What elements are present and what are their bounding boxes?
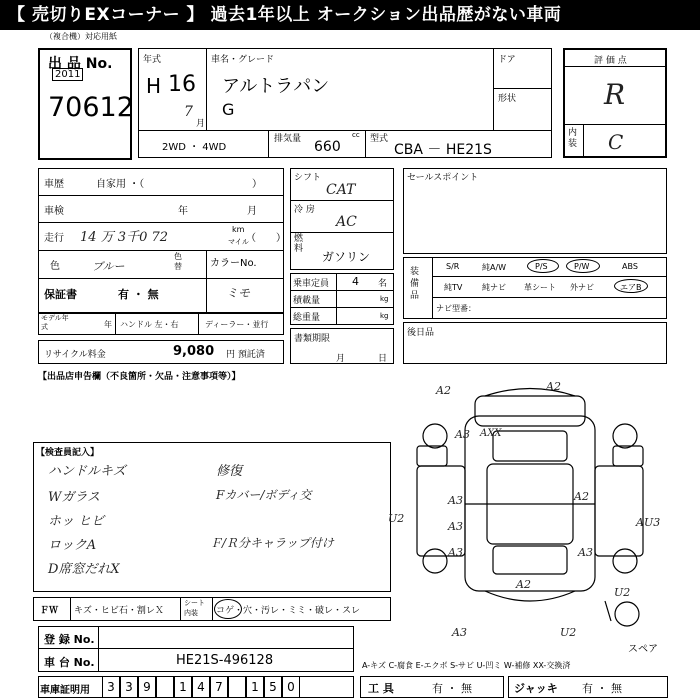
mile-label: マイル bbox=[228, 238, 249, 246]
capacity-unit: 名 bbox=[378, 279, 388, 289]
inspection-label: 車検 bbox=[44, 206, 64, 217]
load-unit: kg bbox=[380, 295, 389, 303]
shift-value: CAT bbox=[326, 182, 356, 198]
docs-day: 日 bbox=[378, 354, 388, 364]
equip-tv: 純TV bbox=[444, 283, 463, 292]
year-month: 7 bbox=[184, 104, 193, 120]
cert-digit-11: 0 bbox=[282, 676, 300, 698]
model-label: 型式 bbox=[370, 134, 389, 144]
model-year-unit: 年 bbox=[104, 320, 112, 329]
cert-digit-7: 7 bbox=[210, 676, 228, 698]
sheet-title: 【 売切りEXコーナー 】 過去1年以上 オークション出品歴がない車両 bbox=[0, 0, 700, 30]
inspector-note-2: Wガラス bbox=[48, 490, 100, 505]
tools-value: 有 ・ 無 bbox=[432, 682, 472, 695]
later-date-box bbox=[403, 322, 667, 364]
displacement-unit: cc bbox=[352, 131, 360, 139]
notes-header: 【出品店申告欄（不良箇所・欠品・注意事項等）】 bbox=[38, 372, 241, 382]
model-value: CBA － HE21S bbox=[394, 142, 492, 158]
import-options: ディーラー・並行 bbox=[205, 320, 269, 329]
recycle-label: リサイクル料金 bbox=[44, 350, 106, 360]
seat-text: コゲ・穴・汚レ・ミミ・破レ・スレ bbox=[216, 606, 361, 616]
displacement-label: 排気量 bbox=[274, 134, 302, 144]
car-damage-diagram bbox=[395, 376, 695, 636]
capacity-value: 4 bbox=[352, 275, 359, 288]
fuel-value: ガソリン bbox=[322, 250, 371, 264]
inspector-note-1: ハンドルキズ bbox=[48, 464, 126, 479]
color-no-label: カラーNo. bbox=[210, 258, 257, 269]
equipment-label: 装備品 bbox=[410, 267, 420, 301]
sales-point-label: セールスポイント bbox=[407, 173, 479, 183]
mark-14: U2 bbox=[560, 626, 577, 639]
cert-digit-9: 1 bbox=[246, 676, 264, 698]
fuel-label: 燃 料 bbox=[294, 234, 304, 254]
equip-airbag: エアB bbox=[620, 283, 642, 292]
docs-label: 書類期限 bbox=[294, 334, 331, 344]
inspection-year: 年 bbox=[178, 206, 188, 217]
mark-10: U2 bbox=[388, 512, 405, 525]
mark-4: A3 bbox=[448, 494, 463, 507]
seat-label: シート内装 bbox=[184, 599, 205, 617]
equip-ps: P/S bbox=[535, 262, 548, 271]
cert-digit-2: 3 bbox=[120, 676, 138, 698]
grade-label: 評 価 点 bbox=[594, 56, 627, 66]
capacity-label: 乗車定員 bbox=[293, 279, 330, 289]
fw-text: キズ・ヒビ石・割レＸ bbox=[74, 606, 164, 616]
mileage-label: 走行 bbox=[44, 233, 64, 244]
tools-label: 工 具 bbox=[368, 682, 394, 695]
inspector-note-r1: 修復 bbox=[216, 464, 243, 479]
interior-label: 内装 bbox=[568, 128, 578, 149]
inspector-note-5: D席窓だれX bbox=[48, 562, 120, 577]
ac-value: AC bbox=[336, 214, 357, 230]
year-value: 16 bbox=[168, 72, 196, 97]
chassis-value: HE21S-496128 bbox=[176, 653, 274, 668]
displacement-value: 660 bbox=[314, 139, 341, 155]
recycle-value: 9,080 bbox=[173, 344, 215, 359]
spare-label: スペア bbox=[628, 644, 658, 655]
model-year-label: モデル年式 bbox=[41, 314, 69, 331]
equip-leather: 革シート bbox=[524, 283, 556, 292]
grade-score: R bbox=[604, 78, 626, 111]
mark-5: A3 bbox=[448, 520, 463, 533]
chassis-label: 車 台 No. bbox=[44, 656, 95, 669]
inspection-month: 月 bbox=[247, 206, 257, 217]
equip-abs: ABS bbox=[622, 262, 638, 271]
cert-digit-3: 9 bbox=[138, 676, 156, 698]
mileage-paren: （ ） bbox=[246, 233, 286, 244]
mark-8: A3 bbox=[578, 546, 593, 559]
lot-label: 出 品 No. bbox=[48, 56, 113, 72]
inspector-note-3: ホッ ヒビ bbox=[48, 514, 105, 529]
equip-alloy: 純A/W bbox=[482, 263, 507, 272]
mark-3: A3 bbox=[455, 428, 470, 441]
load-label: 積載量 bbox=[293, 296, 321, 306]
handle-options: ハンドル 左・右 bbox=[120, 320, 179, 329]
inspector-note-4: ロックA bbox=[48, 538, 97, 553]
mark-9: AU3 bbox=[636, 516, 661, 529]
color-value: ブルー bbox=[92, 260, 125, 273]
equip-nav: 純ナビ bbox=[482, 283, 506, 292]
name-label: 車名・グレード bbox=[211, 55, 275, 65]
history-close: ） bbox=[252, 179, 262, 190]
interior-grade: C bbox=[608, 130, 624, 154]
equip-ext-nav: 外ナビ bbox=[570, 283, 594, 292]
cert-digit-6: 4 bbox=[192, 676, 210, 698]
reg-label: 登 録 No. bbox=[44, 633, 95, 646]
history-label: 車歴 bbox=[44, 179, 64, 190]
mark-6: A2 bbox=[574, 490, 589, 503]
mark-7: A3 bbox=[448, 546, 463, 559]
cert-digit-1: 3 bbox=[102, 676, 120, 698]
cert-digit-4 bbox=[156, 676, 174, 698]
warranty-note: ミモ bbox=[226, 286, 251, 300]
color-label: 色 bbox=[50, 261, 60, 272]
jack-label: ジャッキ bbox=[514, 682, 558, 695]
door-label: ドア bbox=[498, 55, 516, 65]
year-era: H bbox=[146, 74, 162, 98]
mileage-value: 14 万 3千0 72 bbox=[80, 230, 169, 245]
warranty-label: 保証書 bbox=[44, 288, 77, 301]
cert-label: 車庫証明用 bbox=[40, 685, 90, 696]
inspector-note-r3: Ｆ/Ｒ分キャラップ付け bbox=[210, 536, 334, 550]
mark-15: AXX bbox=[480, 428, 502, 439]
vehicle-grade: G bbox=[222, 100, 235, 119]
year-label: 年式 bbox=[143, 55, 162, 65]
cert-digit-5: 1 bbox=[174, 676, 192, 698]
drive-type: 2WD ・ 4WD bbox=[162, 142, 227, 153]
warranty-options: 有 ・ 無 bbox=[118, 288, 159, 301]
km-label: km bbox=[232, 225, 245, 234]
seat-circle bbox=[214, 599, 242, 619]
vehicle-name: アルトラパン bbox=[222, 76, 330, 97]
lot-year-stamp: 2011 bbox=[52, 68, 83, 81]
history-value: 自家用 ・（ bbox=[96, 179, 145, 190]
cert-digit-8 bbox=[228, 676, 246, 698]
inspector-label: 【検査員記入】 bbox=[36, 448, 100, 458]
later-date-label: 後日品 bbox=[407, 328, 435, 338]
color-change-label: 色替 bbox=[174, 252, 182, 271]
ac-label: 冷 房 bbox=[294, 205, 315, 215]
fw-label: ＦＷ bbox=[40, 606, 59, 616]
equip-sr: S/R bbox=[446, 262, 460, 271]
mark-1: A2 bbox=[436, 384, 451, 397]
gross-unit: kg bbox=[380, 312, 389, 320]
sheet-subtitle: （複合機）対応用紙 bbox=[45, 32, 117, 41]
shift-label: シフト bbox=[294, 173, 322, 183]
nav-model-label: ナビ型番： bbox=[436, 304, 476, 313]
shape-label: 形状 bbox=[498, 94, 517, 104]
gross-label: 総重量 bbox=[293, 313, 321, 323]
damage-legend: A-キズ C-腐食 E-エクボ S-サビ U-凹ミ W-補修 XX-交換済 bbox=[362, 661, 571, 670]
jack-value: 有 ・ 無 bbox=[582, 682, 622, 695]
mark-13: A2 bbox=[516, 578, 531, 591]
month-unit: 月 bbox=[196, 119, 206, 129]
recycle-unit: 円 預託済 bbox=[226, 350, 265, 360]
cert-digit-10: 5 bbox=[264, 676, 282, 698]
lot-number: 70612 bbox=[48, 92, 134, 123]
docs-month: 月 bbox=[336, 354, 346, 364]
mark-2: A2 bbox=[546, 380, 561, 393]
equip-pw: P/W bbox=[574, 262, 590, 271]
mark-11: U2 bbox=[614, 586, 631, 599]
inspector-note-r2: Fカバー/ボディ交 bbox=[216, 488, 312, 502]
mark-12: A3 bbox=[452, 626, 467, 639]
